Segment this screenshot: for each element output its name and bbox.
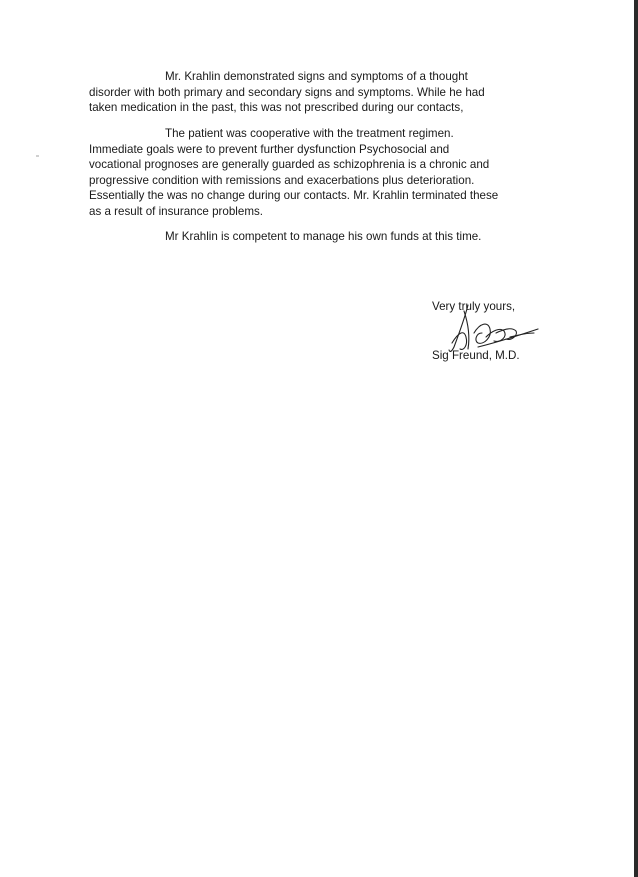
handwritten-signature [438, 303, 542, 355]
paragraph-competency [89, 229, 549, 245]
text-line: as a result of insurance problems. [89, 204, 263, 218]
text-line: vocational prognoses are generally guarded as schizophrenia is a chronic and [89, 158, 490, 171]
scan-edge [634, 0, 638, 877]
paragraph-thought-disorder [89, 69, 549, 116]
text-line: Immediate goals were to prevent further dysfunction Psychosocial and [89, 142, 450, 156]
text-line: The patient was cooperative with the treatment regimen. [165, 127, 454, 140]
signer-name: Sig Freund, M.D. [432, 349, 520, 362]
text-line: Mr Krahlin is competent to manage his own funds at this time. [165, 230, 482, 243]
text-line: progressive condition with remissions and exacerbations plus deterioration. [89, 173, 475, 187]
closing-salutation: Very truly yours, [432, 300, 516, 313]
scan-speck [36, 155, 39, 157]
paragraph-treatment [89, 126, 549, 219]
text-line: taken medication in the past, this was not prescribed during our contacts, [89, 101, 464, 114]
text-line: Mr. Krahlin demonstrated signs and symptoms of a thought [165, 70, 468, 83]
text-line: disorder with both primary and secondary signs and symptoms. While he had [89, 85, 485, 99]
text-line: Essentially the was no change during our contacts. Mr. Krahlin terminated these [89, 189, 499, 202]
